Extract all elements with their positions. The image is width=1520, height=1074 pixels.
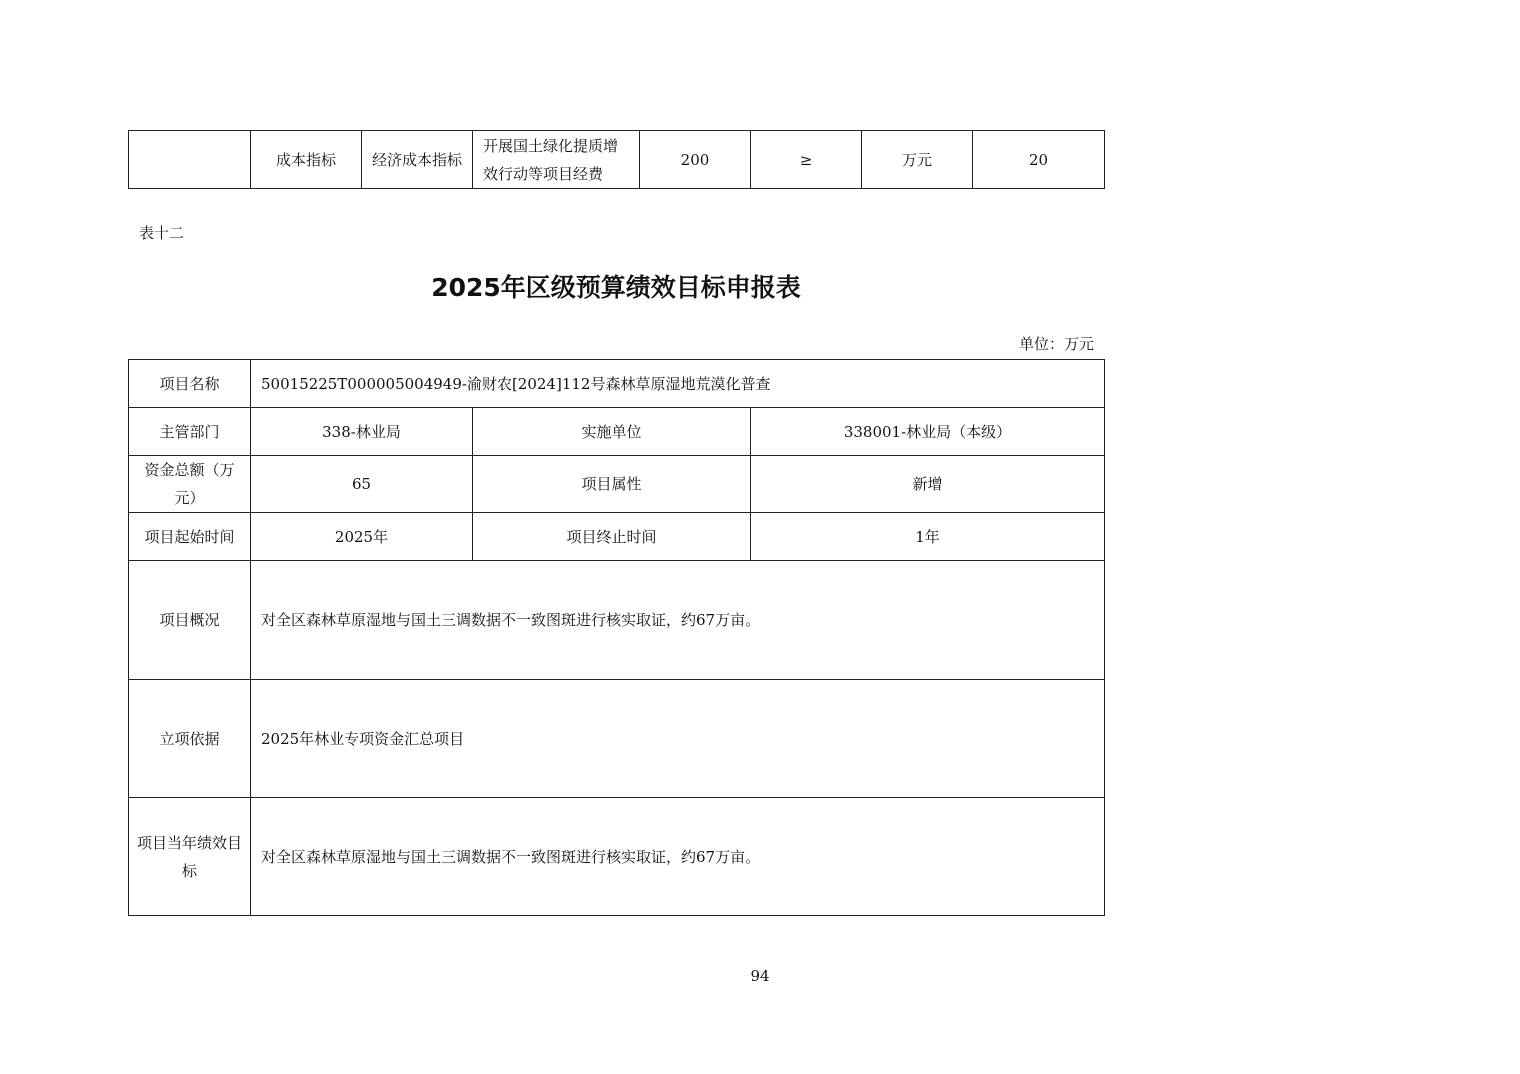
start-time-value: 2025年 [251,513,473,561]
unit-note: 单位：万元 [1018,335,1094,353]
performance-indicator-table-continuation [128,130,1105,189]
project-attribute-value: 新增 [751,456,1105,513]
table-number-label: 表十二 [139,224,185,242]
unit-cell: 万元 [862,131,973,189]
start-time-label: 项目起始时间 [129,513,251,561]
indicator-value-cell: 200 [640,131,751,189]
table-row [129,513,1105,561]
department-label: 主管部门 [129,408,251,456]
end-time-value: 1年 [751,513,1105,561]
annual-goal-value: 对全区森林草原湿地与国土三调数据不一致图斑进行核实取证，约67万亩。 [251,798,1105,916]
table-row [129,131,1105,189]
project-attribute-label: 项目属性 [473,456,751,513]
operator-cell: ≥ [751,131,862,189]
second-level-indicator-cell: 成本指标 [251,131,362,189]
third-level-indicator-cell: 经济成本指标 [362,131,473,189]
page-title: 2025年区级预算绩效目标申报表 [431,273,801,302]
table-row [129,561,1105,680]
table-row [129,408,1105,456]
table-row [129,680,1105,798]
table-row [129,456,1105,513]
project-name-label: 项目名称 [129,360,251,408]
implementing-unit-value: 338001-林业局（本级） [751,408,1105,456]
table-row [129,798,1105,916]
project-overview-value: 对全区森林草原湿地与国土三调数据不一致图斑进行核实取证，约67万亩。 [251,561,1105,680]
end-time-label: 项目终止时间 [473,513,751,561]
project-name-value: 50015225T000005004949-渝财农[2024]112号森林草原湿地荒漠化普查 [251,360,1105,408]
table-row [129,360,1105,408]
total-fund-value: 65 [251,456,473,513]
department-value: 338-林业局 [251,408,473,456]
page-number: 94 [750,967,770,985]
budget-performance-declaration-table [128,359,1105,916]
total-fund-label: 资金总额（万元） [129,456,251,513]
project-overview-label: 项目概况 [129,561,251,680]
project-basis-label: 立项依据 [129,680,251,798]
implementing-unit-label: 实施单位 [473,408,751,456]
project-basis-value: 2025年林业专项资金汇总项目 [251,680,1105,798]
first-level-indicator-cell [129,131,251,189]
weight-cell: 20 [973,131,1105,189]
annual-goal-label: 项目当年绩效目标 [129,798,251,916]
indicator-content-cell: 开展国土绿化提质增效行动等项目经费 [473,131,640,189]
